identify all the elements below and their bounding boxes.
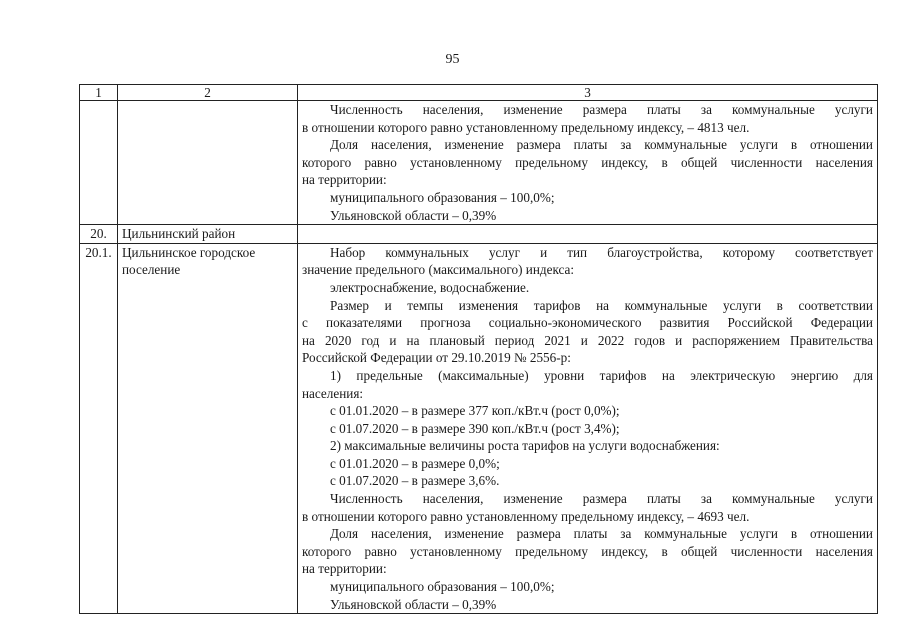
text-line: Ульяновской области – 0,39% xyxy=(330,207,497,223)
text-line: на территории: xyxy=(302,172,387,188)
table-row-20 xyxy=(80,225,878,244)
text-line: Размер и темпы изменения тарифов на коммунальные услуги в соответствии xyxy=(330,297,873,313)
row-number: 20. xyxy=(80,225,118,244)
text-line: Российской Федерации от 29.10.2019 № 2556-р: xyxy=(302,350,571,366)
header-col-3: 3 xyxy=(298,85,878,101)
text-line: на 2020 год и на плановый период 2021 и 2022 годов и распоряжением Правительства xyxy=(302,332,873,348)
header-col-1: 1 xyxy=(80,85,118,101)
text-line: значение предельного (максимального) индекса: xyxy=(302,262,575,278)
table-row-continuation xyxy=(80,101,878,225)
text-line: муниципального образования – 100,0%; xyxy=(330,579,555,595)
text-line: на территории: xyxy=(302,561,387,577)
data-table xyxy=(79,84,878,614)
row-settlement-name: Цильнинское городское поселение xyxy=(118,243,298,613)
text-line: 2) максимальные величины роста тарифов на услуги водоснабжения: xyxy=(330,438,720,454)
text-line: с показателями прогноза социально-экономического развития Российской Федерации xyxy=(302,315,873,331)
text-line: которого равно установленному предельному индексу, в общей численности населения xyxy=(302,154,873,170)
text-line: Численность населения, изменение размера платы за коммунальные услуги xyxy=(330,491,873,507)
text-line: с 01.01.2020 – в размере 377 коп./кВт.ч (рост 0,0%); xyxy=(330,403,620,419)
text-line: которого равно установленному предельному индексу, в общей численности населения xyxy=(302,543,873,559)
page-number: 95 xyxy=(445,52,460,67)
text-line: с 01.07.2020 – в размере 3,6%. xyxy=(330,473,500,489)
text-line: Доля населения, изменение размера платы за коммунальные услуги в отношении xyxy=(330,526,873,542)
text-line: в отношении которого равно установленному предельному индексу, – 4693 чел. xyxy=(302,508,750,524)
text-line: 1) предельные (максимальные) уровни тарифов на электрическую энергию для xyxy=(330,367,873,383)
cell-empty xyxy=(80,101,118,225)
text-line: Доля населения, изменение размера платы за коммунальные услуги в отношении xyxy=(330,137,873,153)
row-number: 20.1. xyxy=(80,243,118,613)
text-line: муниципального образования – 100,0%; xyxy=(330,189,555,205)
text-line: Набор коммунальных услуг и тип благоустройства, которому соответствует xyxy=(330,244,873,260)
text-line: населения: xyxy=(302,385,364,401)
cell-content xyxy=(298,243,878,613)
text-line: с 01.01.2020 – в размере 0,0%; xyxy=(330,455,500,471)
cell-empty xyxy=(298,225,878,244)
table-header-row xyxy=(80,85,878,101)
text-line: в отношении которого равно установленному предельному индексу, – 4813 чел. xyxy=(302,119,750,135)
text-line: Ульяновской области – 0,39% xyxy=(330,596,497,612)
text-line: электроснабжение, водоснабжение. xyxy=(330,279,530,295)
header-col-2: 2 xyxy=(118,85,298,101)
table-row-20-1 xyxy=(80,243,878,613)
cell-content xyxy=(298,101,878,225)
row-district-name: Цильнинский район xyxy=(118,225,298,244)
cell-empty xyxy=(118,101,298,225)
text-line: с 01.07.2020 – в размере 390 коп./кВт.ч (рост 3,4%); xyxy=(330,420,620,436)
text-line: Численность населения, изменение размера платы за коммунальные услуги xyxy=(330,102,873,117)
